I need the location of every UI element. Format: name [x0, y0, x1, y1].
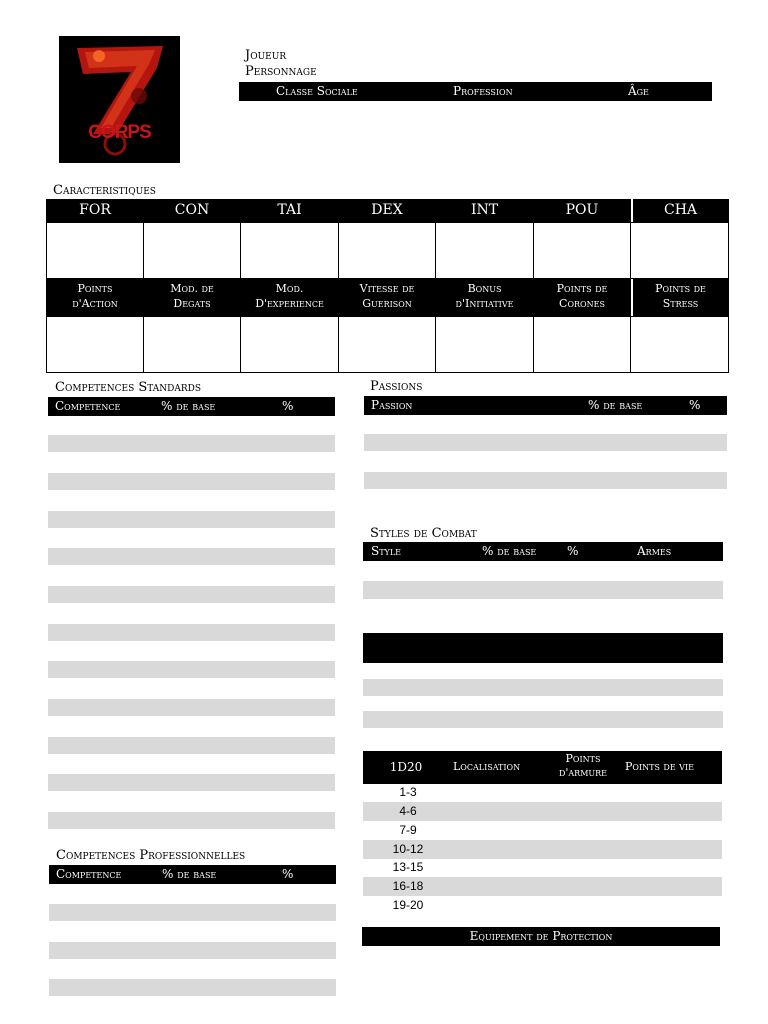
hit-location-row[interactable] — [363, 858, 722, 877]
derived-experience-mod — [240, 279, 339, 316]
derived-initiative-bonus — [435, 279, 534, 316]
stat-dex: DEX — [338, 199, 436, 222]
derived-label-line: Points — [77, 282, 113, 295]
characteristics-title: Caracteristiques — [53, 183, 156, 198]
professional-skills-header — [49, 865, 336, 884]
stress-points-value[interactable] — [630, 316, 729, 373]
skill-row[interactable] — [48, 737, 335, 754]
derived-action-points — [46, 279, 144, 316]
skill-row[interactable] — [48, 511, 335, 528]
stat-int: INT — [435, 199, 534, 222]
combat-style-row[interactable] — [363, 581, 723, 599]
action-points-value[interactable] — [46, 316, 144, 373]
col-base: % de base — [161, 399, 216, 413]
skill-row[interactable] — [49, 942, 336, 959]
skill-row[interactable] — [49, 979, 336, 996]
derived-label-line: Points de — [556, 282, 608, 295]
derived-label-line: Vitesse de — [359, 282, 415, 295]
skill-row[interactable] — [48, 586, 335, 603]
corones-points-value[interactable] — [533, 316, 631, 373]
hit-range: 1-3 — [399, 785, 417, 799]
skill-row[interactable] — [48, 661, 335, 678]
hit-range: 13-15 — [392, 860, 424, 874]
hit-range: 4-6 — [399, 804, 417, 818]
standard-skills-title: Competences Standards — [55, 380, 202, 395]
stat-con-value[interactable] — [143, 222, 241, 279]
col-hit-points: Points de vie — [625, 760, 694, 773]
combat-styles-title: Styles de Combat — [370, 526, 477, 541]
protection-title: Equipement de Protection — [469, 929, 613, 943]
derived-label-line: Mod. — [275, 282, 304, 295]
col-armor-points: Points d'armure — [558, 752, 608, 779]
hit-range: 7-9 — [399, 823, 417, 837]
col-percent: % — [282, 399, 294, 413]
character-label: Personnage — [245, 64, 317, 79]
col-percent: % — [567, 544, 579, 558]
col-base: % de base — [162, 867, 217, 881]
hit-location-row[interactable] — [363, 802, 722, 821]
col-location: Localisation — [453, 760, 521, 773]
passions-header — [364, 396, 727, 415]
healing-rate-value[interactable] — [338, 316, 436, 373]
stat-tai-value[interactable] — [240, 222, 339, 279]
col-style: Style — [371, 544, 401, 558]
standard-skills-header — [48, 397, 335, 416]
weapon-row[interactable] — [363, 679, 723, 696]
stat-dex-value[interactable] — [338, 222, 436, 279]
passion-row[interactable] — [364, 434, 727, 451]
initiative-bonus-value[interactable] — [435, 316, 534, 373]
logo-text: CORPS — [88, 122, 151, 143]
col-competence: Competence — [55, 399, 121, 413]
col-weapons: Armes — [637, 544, 672, 558]
professional-skills-title: Competences Professionnelles — [56, 848, 246, 863]
damage-mod-value[interactable] — [143, 316, 241, 373]
col-base: % de base — [588, 398, 643, 412]
hit-location-header — [363, 751, 722, 784]
hit-location-row[interactable] — [363, 783, 722, 802]
skill-row[interactable] — [48, 473, 335, 490]
derived-label-line: Points de — [655, 282, 706, 295]
hit-location-row[interactable] — [363, 840, 722, 859]
skill-row[interactable] — [48, 699, 335, 716]
derived-healing-rate — [338, 279, 436, 316]
stat-tai: TAI — [240, 199, 339, 222]
passion-row[interactable] — [364, 472, 727, 489]
characteristics-grid — [46, 199, 729, 373]
derived-label-line: d'Action — [72, 297, 118, 310]
passions-title: Passions — [370, 379, 423, 394]
stat-for-value[interactable] — [46, 222, 144, 279]
skill-row[interactable] — [48, 548, 335, 565]
weapon-row[interactable] — [363, 711, 723, 728]
stat-cha-value[interactable] — [630, 222, 729, 279]
skill-row[interactable] — [48, 774, 335, 791]
col-passion: Passion — [371, 398, 413, 412]
derived-damage-mod — [143, 279, 241, 316]
derived-corones-points — [533, 279, 631, 316]
skill-row[interactable] — [48, 624, 335, 641]
derived-label-line: d'Initiative — [455, 297, 514, 310]
hit-location-row[interactable] — [363, 821, 722, 840]
stat-pou-value[interactable] — [533, 222, 631, 279]
skill-row[interactable] — [49, 904, 336, 921]
derived-label-line: D'experience — [255, 297, 324, 310]
col-percent: % — [689, 398, 701, 412]
experience-mod-value[interactable] — [240, 316, 339, 373]
stat-con: CON — [143, 199, 241, 222]
col-percent: % — [282, 867, 294, 881]
hit-location-row[interactable] — [363, 896, 722, 915]
derived-label-line: Guerison — [362, 297, 412, 310]
hit-location-row[interactable] — [363, 877, 722, 896]
info-bar — [239, 82, 712, 101]
hit-range: 10-12 — [392, 842, 424, 856]
skill-row[interactable] — [48, 812, 335, 829]
derived-label-line: Mod. de — [170, 282, 214, 295]
col-competence: Competence — [56, 867, 122, 881]
combat-styles-header — [363, 542, 723, 561]
stat-int-value[interactable] — [435, 222, 534, 279]
derived-label-line: Bonus — [467, 282, 502, 295]
social-class-label: Classe Sociale — [276, 84, 358, 98]
col-base: % de base — [482, 544, 537, 558]
hit-range: 16-18 — [392, 879, 424, 893]
derived-stress-points — [631, 279, 729, 316]
derived-label-line: Stress — [662, 297, 699, 310]
derived-label-line: Degats — [173, 297, 211, 310]
protection-header — [362, 927, 720, 946]
player-label: Joueur — [245, 48, 287, 63]
game-logo — [59, 36, 180, 163]
stat-pou: POU — [533, 199, 631, 222]
stat-for: FOR — [46, 199, 144, 222]
derived-label-line: Corones — [559, 297, 605, 310]
hit-range: 19-20 — [392, 898, 424, 912]
age-label: Âge — [628, 84, 649, 98]
skill-row[interactable] — [48, 435, 335, 452]
col-d20: 1D20 — [389, 760, 423, 774]
weapons-header-bar — [363, 633, 723, 663]
profession-label: Profession — [453, 84, 513, 98]
stat-cha: CHA — [631, 199, 729, 222]
